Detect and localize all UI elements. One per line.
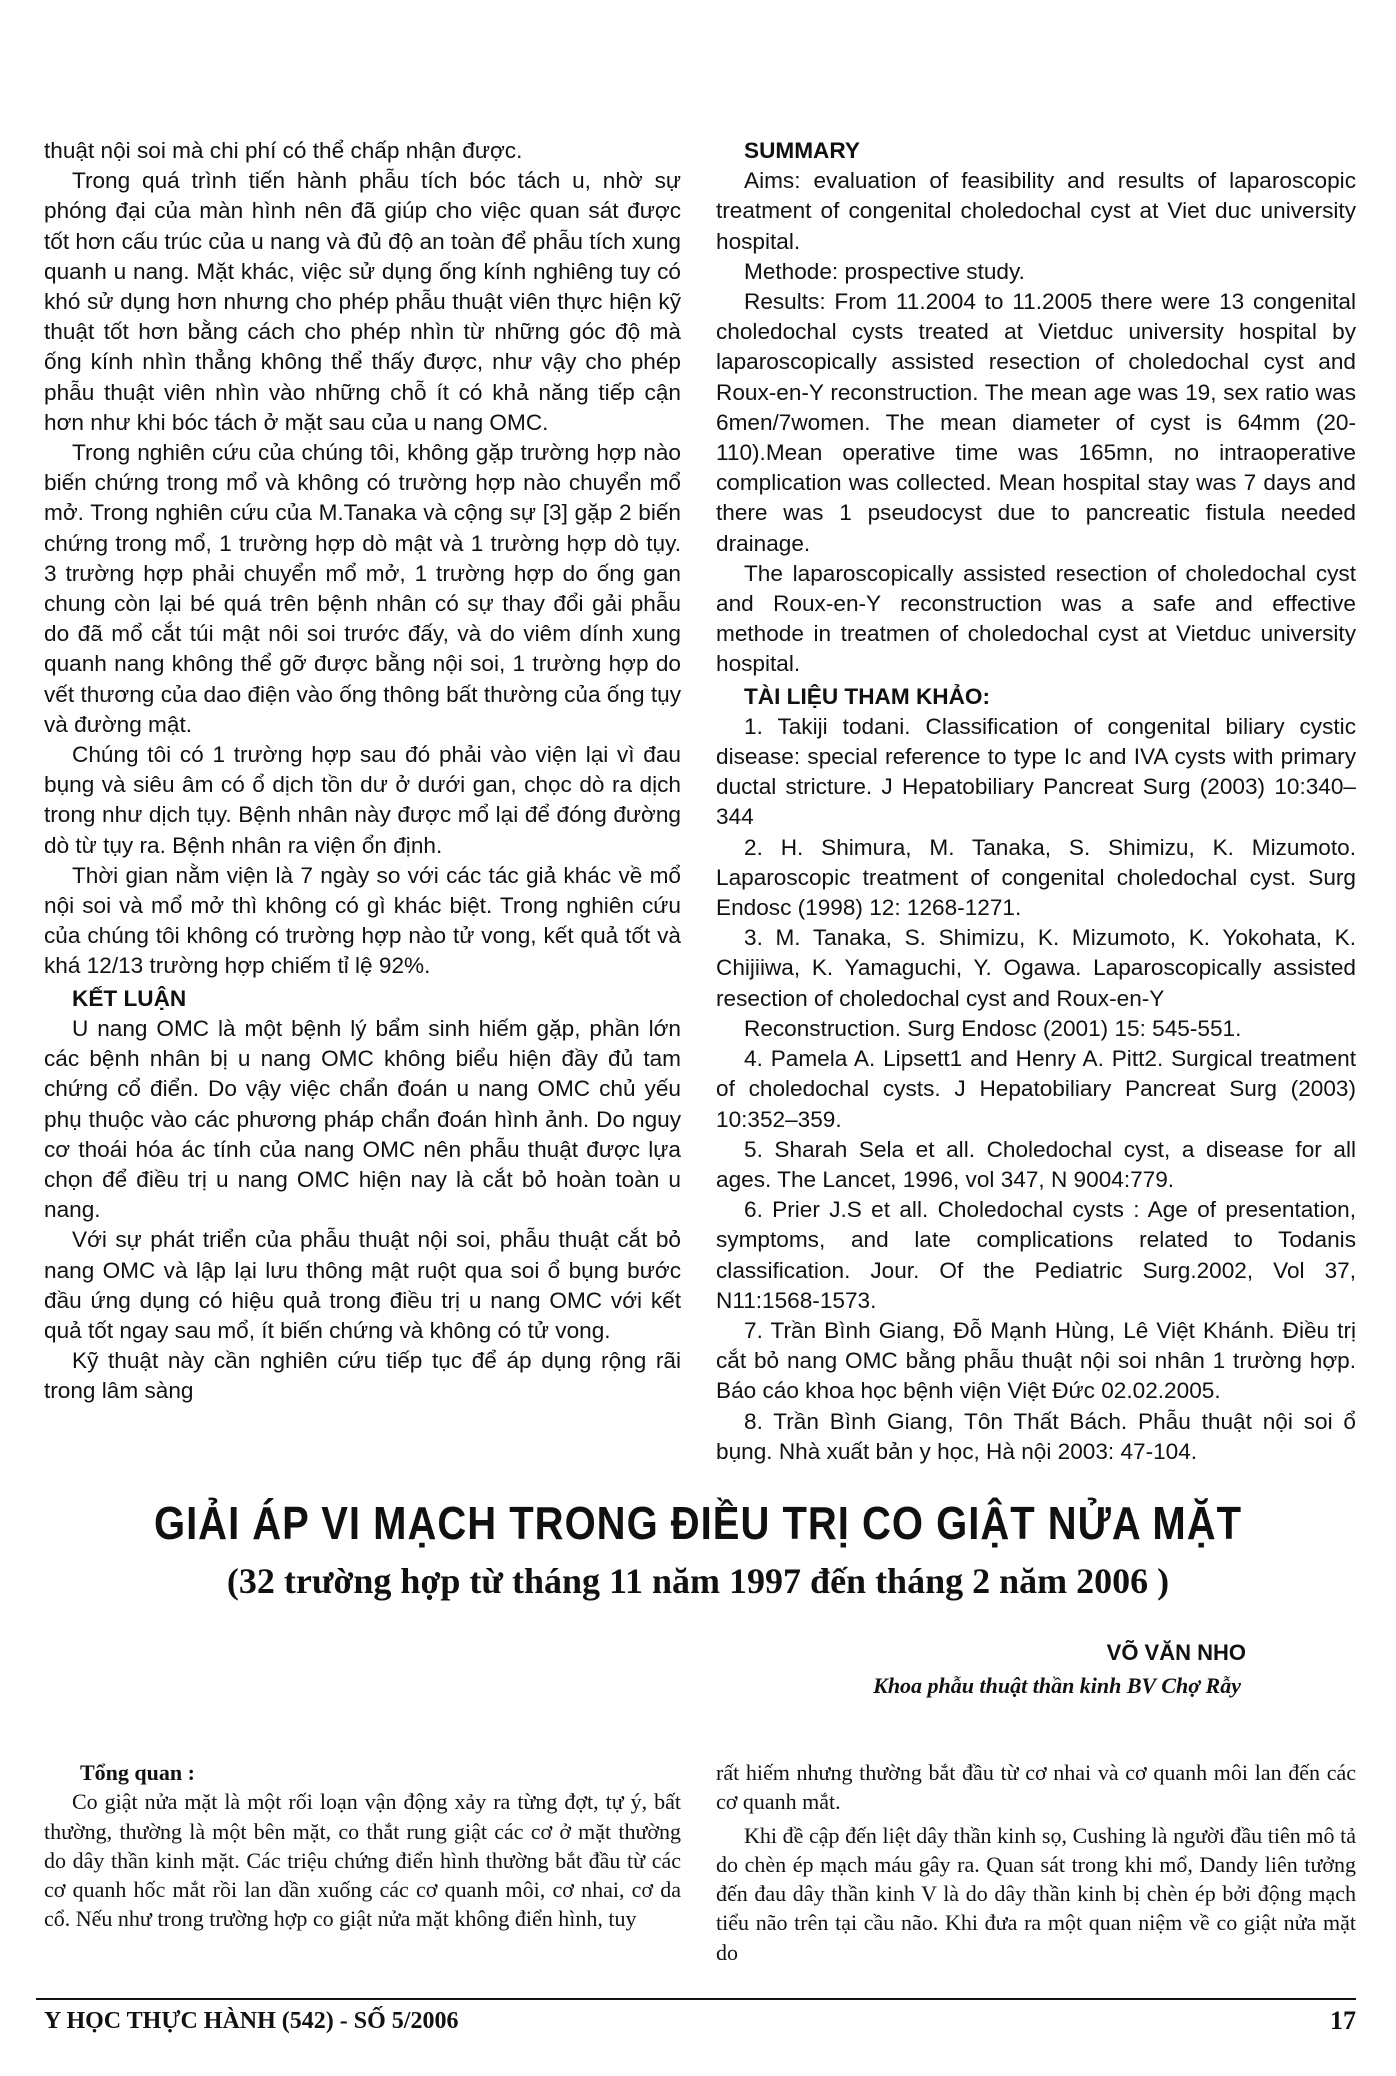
- reference-item: 4. Pamela A. Lipsett1 and Henry A. Pitt2. Surgical treatment of choledochal cysts. J Hepatobiliary Pancreat Surg (2003) 10:352–359.: [716, 1046, 1356, 1132]
- summary-paragraph: Results: From 11.2004 to 11.2005 there were 13 congenital choledochal cysts treated at Vietduc university hospital by laparoscopically assisted resection of choledochal cyst and Roux-en-Y reconstruction. The mean age was 19, sex ratio was 6men/7women. The mean diameter of cyst is 64mm (20-110).Mean operative time was 165mn, no intraoperative complication was collected. Mean hospital stay was 7 days and there was 1 pseudocyst due to pancreatic fistula needed drainage.: [716, 289, 1356, 556]
- section-heading-overview: Tổng quan :: [80, 1760, 195, 1785]
- body-paragraph: Trong quá trình tiến hành phẫu tích bóc tách u, nhờ sự phóng đại của màn hình nên đã giúp cho việc quan sát được tốt hơn cấu trúc của u nang và đủ độ an toàn để phẫu tích xung quanh u nang. Mặt khác, việc sử dụng ống kính nghiêng tuy có khó sử dụng hơn nhưng cho phép phẫu thuật viên thực hiện kỹ thuật tốt hơn bằng cách cho phép nhìn từ những góc độ mà ống kính nhìn thẳng không thể thấy được, như vậy cho phép phẫu thuật viên nhìn vào những chỗ ít có khả năng tiếp cận hơn như khi bóc tách ở mặt sau của u nang OMC.: [44, 168, 681, 435]
- reference-item: 6. Prier J.S et all. Choledochal cysts : Age of presentation, symptoms, and late complications related to Todanis classification. Jour. Of the Pediatric Surg.2002, Vol 37, N11:1568-1573.: [716, 1197, 1356, 1313]
- body-paragraph: Với sự phát triển của phẫu thuật nội soi, phẫu thuật cắt bỏ nang OMC và lập lại lưu thông mật ruột qua soi ổ bụng bước đầu ứng dụng có hiệu quả trong điều trị u nang OMC với kết quả tốt ngay sau mổ, ít biến chứng và không có tử vong.: [44, 1227, 681, 1343]
- footer-divider: [36, 1998, 1356, 2000]
- article2-subtitle: (32 trường hợp từ tháng 11 năm 1997 đến tháng 2 năm 2006 ): [226, 1561, 1170, 1601]
- reference-item: 1. Takiji todani. Classification of congenital biliary cystic disease: special reference to type Ic and IVA cysts with primary ductal stricture. J Hepatobiliary Pancreat Surg (2003) 10:340–344: [716, 713, 1356, 830]
- summary-paragraph: The laparoscopically assisted resection of choledochal cyst and Roux-en-Y reconstruction was a safe and effective methode in treatmen of choledochal cyst at Vietduc university hospital.: [716, 560, 1356, 677]
- body-paragraph: Thời gian nằm viện là 7 ngày so với các tác giả khác về mổ nội soi và mổ mở thì không có gì khác biệt. Trong nghiên cứu của chúng tôi không có trường hợp nào tử vong, kết quả tốt và khá 12/13 trường hợp chiếm tỉ lệ 92%.: [44, 862, 681, 979]
- body-paragraph: Khi đề cập đến liệt dây thần kinh sọ, Cushing là người đầu tiên mô tả do chèn ép mạch máu gây ra. Quan sát trong khi mổ, Dandy liên tưởng đến đau dây thần kinh V là do dây thần kinh bị chèn ép bởi động mạch tiểu não trên tại cầu não. Khi đưa ra một quan niệm về co giật nửa mặt do: [716, 1822, 1356, 1965]
- reference-item: 2. H. Shimura, M. Tanaka, S. Shimizu, K. Mizumoto. Laparoscopic treatment of congenital choledochal cyst. Surg Endosc (1998) 12: 1268-1271.: [716, 834, 1356, 921]
- journal-issue-label: Y HỌC THỰC HÀNH (542) - SỐ 5/2006: [44, 2008, 459, 2034]
- reference-item: 8. Trần Bình Giang, Tôn Thất Bách. Phẫu thuật nội soi ổ bụng. Nhà xuất bản y học, Hà nội 2003: 47-104.: [716, 1408, 1356, 1464]
- page-number: 17: [1330, 2006, 1356, 2035]
- article2-title: GIẢI ÁP VI MẠCH TRONG ĐIỀU TRỊ CO GIẬT NỬA MẶT: [153, 1498, 1243, 1550]
- body-paragraph: U nang OMC là một bệnh lý bẩm sinh hiếm gặp, phần lớn các bệnh nhân bị u nang OMC không biểu hiện đầy đủ tam chứng cổ điển. Do vậy việc chẩn đoán u nang OMC chủ yếu phụ thuộc vào các phương pháp chẩn đoán hình ảnh. Do nguy cơ thoái hóa ác tính của nang OMC nên phẫu thuật được lựa chọn để điều trị u nang OMC hiện nay là cắt bỏ hoàn toàn u nang.: [44, 1015, 681, 1223]
- article1-left-column: [44, 136, 681, 1407]
- body-paragraph: thuật nội soi mà chi phí có thể chấp nhận được.: [44, 138, 523, 163]
- section-heading-conclusion: KẾT LUẬN: [72, 985, 187, 1011]
- body-paragraph: Kỹ thuật này cần nghiên cứu tiếp tục để áp dụng rộng rãi trong lâm sàng: [44, 1348, 681, 1404]
- reference-item: 5. Sharah Sela et all. Choledochal cyst, a disease for all ages. The Lancet, 1996, vol 347, N 9004:779.: [716, 1136, 1356, 1192]
- body-paragraph: Co giật nửa mặt là một rối loạn vận động xảy ra từng đợt, tự ý, bất thường, thường là một bên mặt, co thắt rung giật các cơ ở mặt thường do dây thần kinh mặt. Các triệu chứng điển hình thường bắt đầu từ các cơ quanh hốc mắt rồi lan dần xuống các cơ quanh môi, cơ nhai, cơ da cổ. Nếu như trong trường hợp co giật nửa mặt không điển hình, tuy: [44, 1789, 681, 1932]
- reference-item: 3. M. Tanaka, S. Shimizu, K. Mizumoto, K. Yokohata, K. Chijiiwa, K. Yamaguchi, Y. Ogawa. Laparoscopically assisted resection of choledochal cyst and Roux-en-Y: [716, 925, 1356, 1011]
- summary-paragraph: Aims: evaluation of feasibility and results of laparoscopic treatment of congenital choledochal cyst at Viet duc university hospital.: [716, 168, 1356, 254]
- article2-left-column: [44, 1758, 681, 1934]
- section-heading-summary: SUMMARY: [744, 138, 860, 163]
- reference-item: Reconstruction. Surg Endosc (2001) 15: 545-551.: [744, 1015, 1242, 1041]
- body-paragraph: Trong nghiên cứu của chúng tôi, không gặp trường hợp nào biến chứng trong mổ và không có trường hợp nào chuyển mổ mở. Trong nghiên cứu của M.Tanaka và cộng sự [3] gặp 2 biến chứng trong mổ, 1 trường hợp dò mật và 1 trường hợp dò tụy. 3 trường hợp phải chuyển mổ mở, 1 trường hợp do ống gan chung còn lại bé quá trên bệnh nhân có sự thay đổi gải phẫu do đã mổ cắt túi mật nôi soi trước đấy, và do viêm dính xung quanh nang không thể gỡ được bằng nội soi, 1 trường hợp do vết thương của dao điện vào ống thông bất thường của ống tụy và đường mật.: [44, 440, 681, 737]
- article2-right-column: [716, 1758, 1356, 1967]
- body-paragraph: rất hiếm nhưng thường bắt đầu từ cơ nhai và cơ quanh môi lan đến các cơ quanh mắt.: [716, 1760, 1356, 1815]
- section-heading-references: TÀI LIỆU THAM KHẢO:: [744, 683, 990, 709]
- article2-affiliation: Khoa phẫu thuật thần kinh BV Chợ Rẫy: [873, 1673, 1241, 1698]
- body-paragraph: Chúng tôi có 1 trường hợp sau đó phải vào viện lại vì đau bụng và siêu âm có ổ dịch tồn dư ở dưới gan, chọc dò ra dịch trong như dịch tụy. Bệnh nhân này được mổ lại để đóng đường dò từ tụy ra. Bệnh nhân ra viện ổn định.: [44, 742, 681, 858]
- article2-author: VÕ VĂN NHO: [1106, 1640, 1246, 1665]
- article1-right-column: [716, 136, 1356, 1467]
- summary-paragraph: Methode: prospective study.: [744, 258, 1025, 284]
- reference-item: 7. Trần Bình Giang, Đỗ Mạnh Hùng, Lê Việt Khánh. Điều trị cắt bỏ nang OMC bằng phẫu thuật nội soi nhân 1 trường hợp. Báo cáo khoa học bệnh viện Việt Đức 02.02.2005.: [716, 1317, 1356, 1404]
